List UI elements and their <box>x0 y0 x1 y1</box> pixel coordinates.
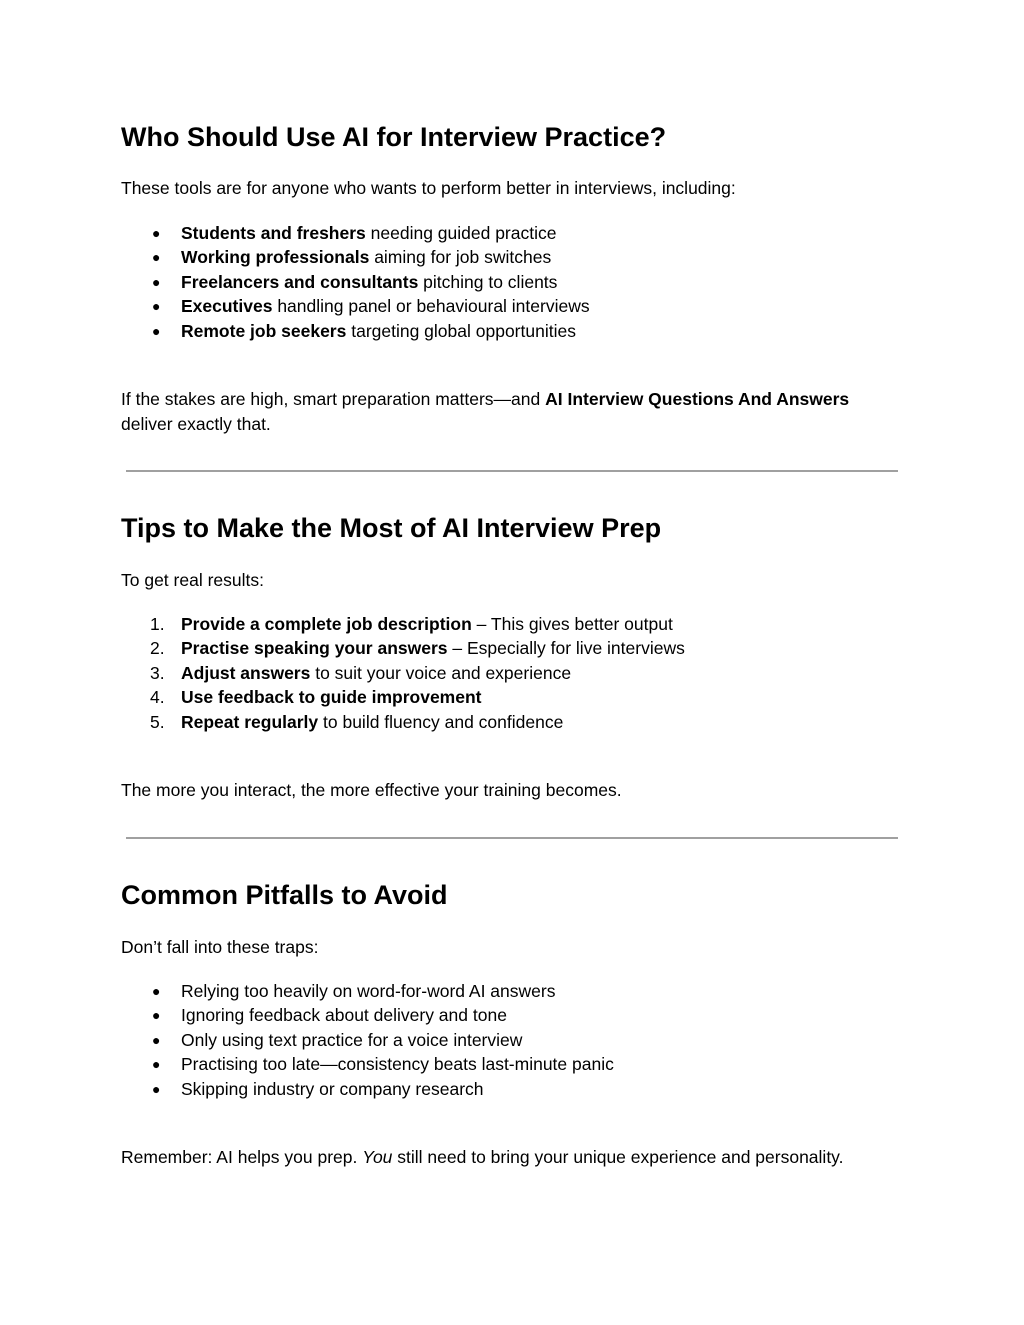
list-item <box>121 710 898 734</box>
list-item <box>121 319 898 343</box>
bullet-icon: ● <box>152 1056 161 1073</box>
list-item-text: pitching to clients <box>418 271 558 292</box>
list-item-text: aiming for job switches <box>369 247 552 268</box>
paragraph-italic-word: You <box>362 1147 393 1167</box>
list-item-bold: Working professionals <box>181 247 370 268</box>
section-closing-paragraph <box>121 387 898 436</box>
list-item-text: Relying too heavily on word-for-word AI answers <box>181 981 556 1001</box>
list-item <box>121 294 898 318</box>
list-item <box>121 1003 898 1027</box>
tips-numbered-list <box>121 612 898 734</box>
bullet-icon: ● <box>152 322 161 339</box>
list-item <box>121 636 898 660</box>
horizontal-divider <box>126 470 898 472</box>
pitfalls-bullet-list <box>121 979 898 1101</box>
list-item <box>121 612 898 636</box>
list-item-bold: Executives <box>181 296 273 317</box>
list-item-text: to suit your voice and experience <box>310 662 572 683</box>
paragraph-text: Remember: AI helps you prep. <box>121 1147 363 1167</box>
bullet-icon: ● <box>152 1080 161 1097</box>
bullet-icon: ● <box>152 1031 161 1048</box>
list-number: 4. <box>150 687 165 708</box>
list-item-text: – This gives better output <box>471 614 673 634</box>
list-item <box>121 1052 898 1076</box>
list-item-text: to build fluency and confidence <box>318 711 564 732</box>
list-number: 3. <box>150 662 165 683</box>
list-item-bold: Remote job seekers <box>181 320 347 341</box>
paragraph-text: If the stakes are high, smart preparation matters—and <box>121 389 546 409</box>
bullet-icon: ● <box>152 249 161 266</box>
list-item <box>121 245 898 269</box>
list-item-text: Only using text practice for a voice interview <box>181 1029 523 1050</box>
list-item-text: Ignoring feedback about delivery and tone <box>181 1005 507 1026</box>
list-number: 2. <box>150 638 165 659</box>
list-item-text: targeting global opportunities <box>346 320 576 341</box>
list-item-bold: Practise speaking your answers <box>181 638 448 659</box>
list-item-text: Practising too late—consistency beats last-minute panic <box>181 1054 614 1075</box>
bullet-icon: ● <box>152 1007 161 1024</box>
list-item-text: needing guided practice <box>365 223 557 243</box>
list-number: 5. <box>150 711 165 732</box>
list-item <box>121 1028 898 1052</box>
paragraph-bold-phrase: AI Interview Questions And Answers <box>545 389 850 409</box>
horizontal-divider <box>126 837 898 839</box>
list-item-text: handling panel or behavioural interviews <box>272 296 590 317</box>
bullet-icon: ● <box>152 983 161 999</box>
bullet-icon: ● <box>152 225 161 241</box>
list-item <box>121 221 898 245</box>
list-item-bold: Students and freshers <box>181 223 366 243</box>
audience-bullet-list <box>121 221 898 343</box>
bullet-icon: ● <box>152 273 161 290</box>
list-item <box>121 661 898 685</box>
list-item-text: – Especially for live interviews <box>447 638 685 659</box>
list-item <box>121 270 898 294</box>
list-item-bold: Repeat regularly <box>181 711 319 732</box>
list-item-bold: Freelancers and consultants <box>181 271 419 292</box>
list-item-bold: Use feedback to guide improvement <box>181 687 482 708</box>
list-item <box>121 685 898 709</box>
list-item <box>121 1077 898 1101</box>
paragraph-text: deliver exactly that. <box>121 413 271 434</box>
list-item-bold: Provide a complete job description <box>181 614 472 634</box>
section-heading-who-should-use: Who Should Use AI for Interview Practice? <box>121 122 667 152</box>
section-intro: These tools are for anyone who wants to perform better in interviews, including: <box>121 178 736 198</box>
section-heading-tips: Tips to Make the Most of AI Interview Prep <box>121 513 662 543</box>
section-heading-pitfalls: Common Pitfalls to Avoid <box>121 880 448 910</box>
list-number: 1. <box>150 614 165 634</box>
paragraph-text: still need to bring your unique experience and personality. <box>392 1147 844 1167</box>
list-item-bold: Adjust answers <box>181 662 311 683</box>
section-intro: Don’t fall into these traps: <box>121 937 319 957</box>
list-item-text: Skipping industry or company research <box>181 1078 484 1099</box>
list-item <box>121 979 898 1003</box>
section-closing-paragraph: The more you interact, the more effective your training becomes. <box>121 780 622 800</box>
section-intro: To get real results: <box>121 570 264 590</box>
bullet-icon: ● <box>152 298 161 315</box>
section-closing-paragraph <box>121 1145 898 1170</box>
